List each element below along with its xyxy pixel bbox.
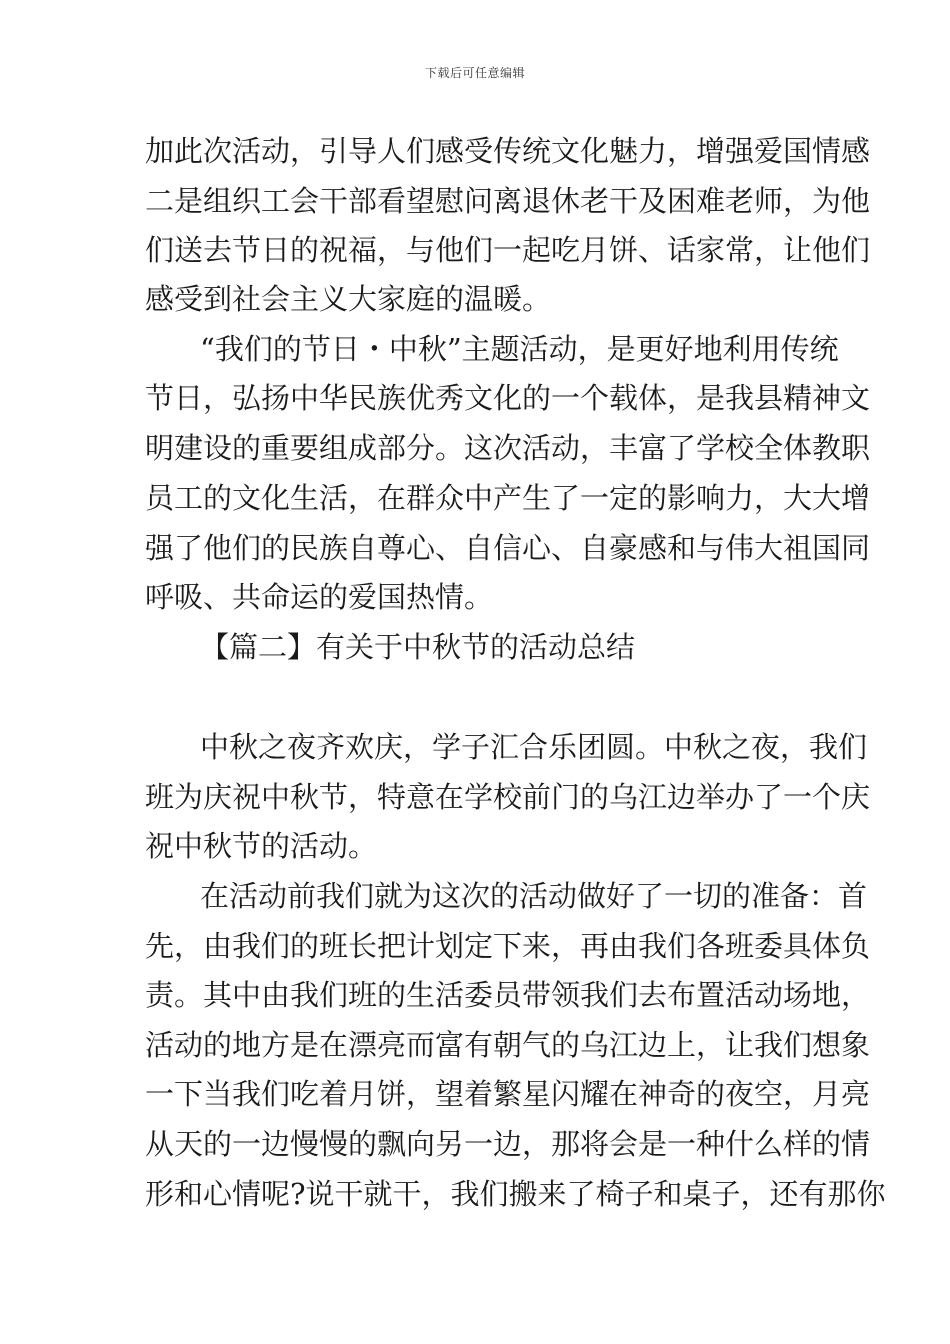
text-line: 班为庆祝中秋节，特意在学校前门的乌江边举办了一个庆 [145,780,871,814]
text-line: 们送去节日的祝福，与他们一起吃月饼、话家常，让他们 [145,233,871,267]
text-line: 一下当我们吃着月饼，望着繁星闪耀在神奇的夜空，月亮 [145,1077,871,1111]
text-line: 在活动前我们就为这次的活动做好了一切的准备：首 [200,879,868,913]
header-note: 下载后可任意编辑 [424,66,525,80]
text-line: 强了他们的民族自尊心、自信心、自豪感和与伟大祖国同 [145,531,871,565]
text-line: 先，由我们的班长把计划定下来，再由我们各班委具体负 [145,929,871,963]
text-line: 形和心情呢?说干就干，我们搬来了椅子和桌子，还有那你 [145,1177,886,1211]
section-heading: 【篇二】有关于中秋节的活动总结 [200,630,636,664]
text-line: 活动的地方是在漂亮而富有朝气的乌江边上，让我们想象 [145,1028,871,1062]
text-line: 呼吸、共命运的爱国热情。 [145,580,494,614]
text-line: 节日，弘扬中华民族优秀文化的一个载体，是我县精神文 [145,381,871,415]
text-line: 从天的一边慢慢的飘向另一边，那将会是一种什么样的情 [145,1127,871,1161]
text-line: 中秋之夜齐欢庆，学子汇合乐团圆。中秋之夜，我们 [200,730,868,764]
text-line: 明建设的重要组成部分。这次活动，丰富了学校全体教职 [145,431,871,465]
text-line: “我们的节日・中秋”主题活动，是更好地利用传统 [200,332,839,366]
text-line: 加此次活动，引导人们感受传统文化魅力，增强爱国情感 [145,134,871,168]
text-line: 二是组织工会干部看望慰问离退休老干及困难老师，为他 [145,184,871,218]
text-line: 祝中秋节的活动。 [145,829,378,863]
text-line: 感受到社会主义大家庭的温暖。 [145,282,552,316]
text-line: 员工的文化生活，在群众中产生了一定的影响力，大大增 [145,481,871,515]
text-line: 责。其中由我们班的生活委员带领我们去布置活动场地， [145,978,871,1012]
